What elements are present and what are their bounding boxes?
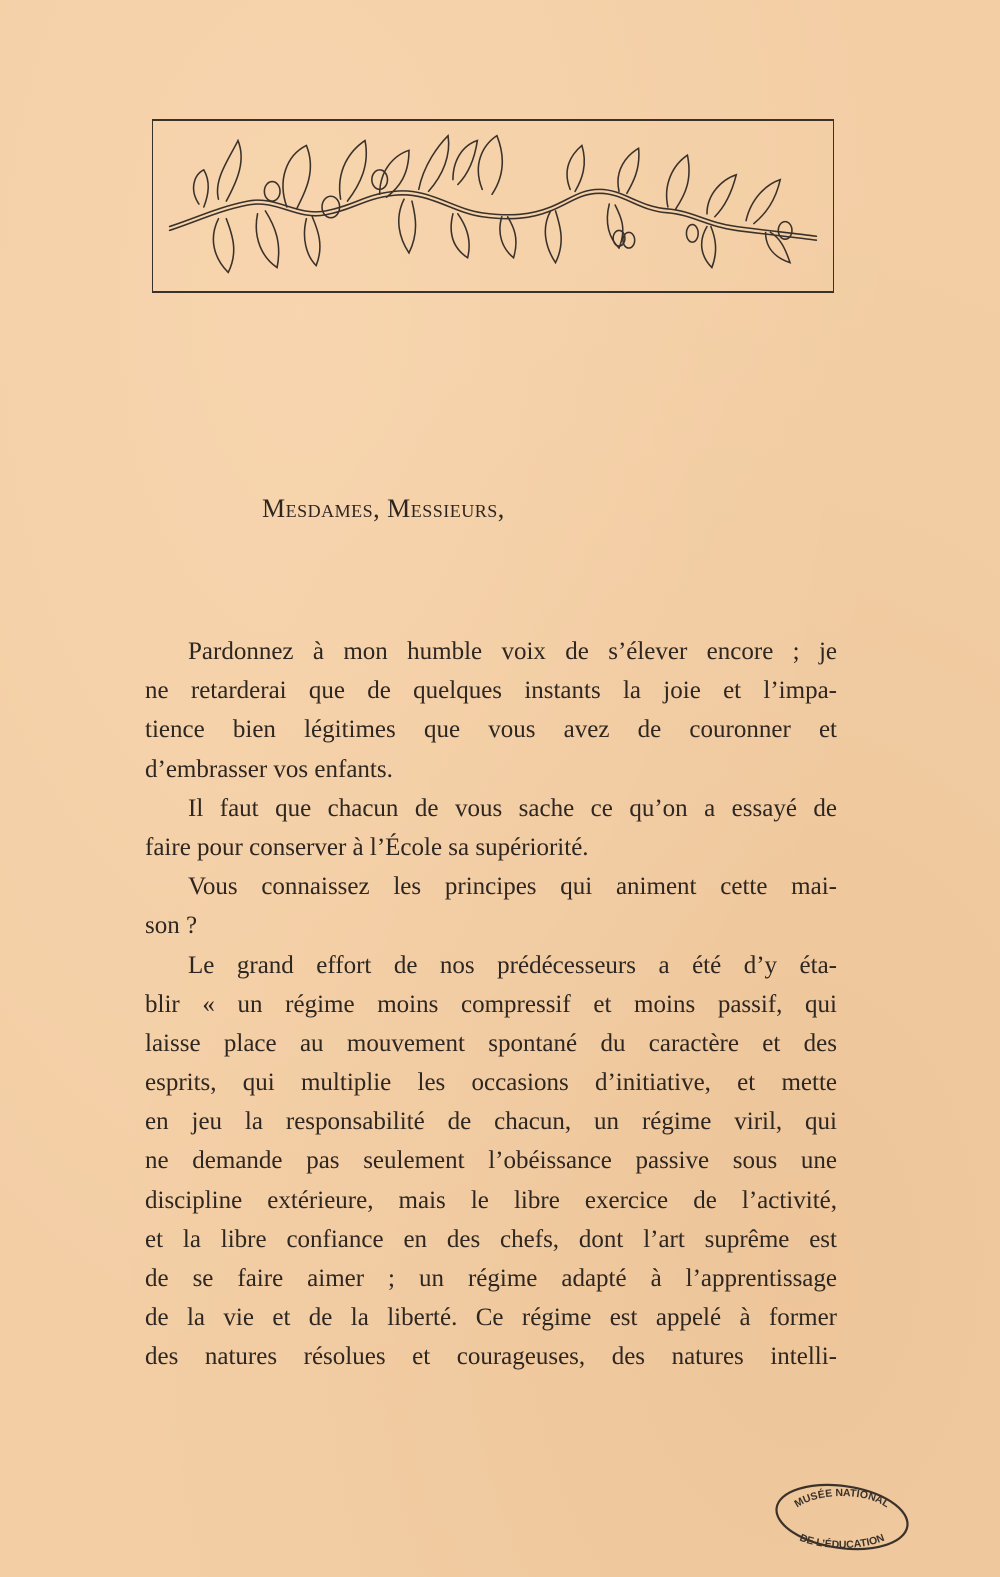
text-line: Il faut que chacun de vous sache ce qu’on a essayé de bbox=[188, 794, 837, 822]
text-line: Pardonnez à mon humble voix de s’élever encore ; je bbox=[188, 638, 837, 665]
text-line: des natures résolues et courageuses, des natures intelli- bbox=[145, 1343, 837, 1371]
text-line: tience bien légitimes que vous avez de couronner et bbox=[145, 716, 837, 744]
svg-text:MUSÉE NATIONAL bbox=[792, 1487, 892, 1511]
speech-body bbox=[145, 632, 837, 1377]
salutation-heading: Mesdames, Messieurs, bbox=[262, 494, 505, 523]
oak-leaf-icon bbox=[153, 121, 833, 291]
paragraph-4 bbox=[145, 946, 837, 1377]
text-line: et la libre confiance en des chefs, dont l’art suprême est bbox=[145, 1225, 837, 1253]
text-line: son ? bbox=[145, 912, 198, 940]
text-line: discipline extérieure, mais le libre exercice de l’activité, bbox=[145, 1186, 837, 1214]
text-line: esprits, qui multiplie les occasions d’initiative, et mette bbox=[145, 1069, 837, 1097]
paragraph-2 bbox=[145, 789, 837, 867]
text-line: d’embrasser vos enfants. bbox=[145, 755, 393, 783]
stamp-bottom-text: DE L’ÉDUCATION bbox=[797, 1531, 887, 1552]
stamp-top-text: MUSÉE NATIONAL bbox=[792, 1486, 892, 1511]
text-line: ne retarderai que de quelques instants la joie et l’impa- bbox=[145, 677, 837, 705]
text-line: faire pour conserver à l’École sa supériorité. bbox=[145, 833, 589, 861]
oak-branch-ornament bbox=[152, 119, 834, 293]
text-line: en jeu la responsabilité de chacun, un régime viril, qui bbox=[145, 1108, 837, 1136]
text-line: laisse place au mouvement spontané du caractère et des bbox=[145, 1029, 837, 1057]
text-line: ne demande pas seulement l’obéissance passive sous une bbox=[145, 1147, 837, 1175]
museum-stamp bbox=[772, 1482, 912, 1552]
text-line: de la vie et de la liberté. Ce régime est appelé à former bbox=[145, 1304, 837, 1332]
text-line: Vous connaissez les principes qui animent cette mai- bbox=[188, 873, 837, 901]
text-line: Le grand effort de nos prédécesseurs a été d’y éta- bbox=[188, 951, 837, 979]
text-line: de se faire aimer ; un régime adapté à l’apprentissage bbox=[145, 1265, 837, 1292]
text-line: blir « un régime moins compressif et moins passif, qui bbox=[145, 990, 837, 1018]
oval-stamp-icon bbox=[772, 1482, 912, 1552]
paragraph-1 bbox=[145, 632, 837, 789]
paragraph-3 bbox=[145, 867, 837, 945]
